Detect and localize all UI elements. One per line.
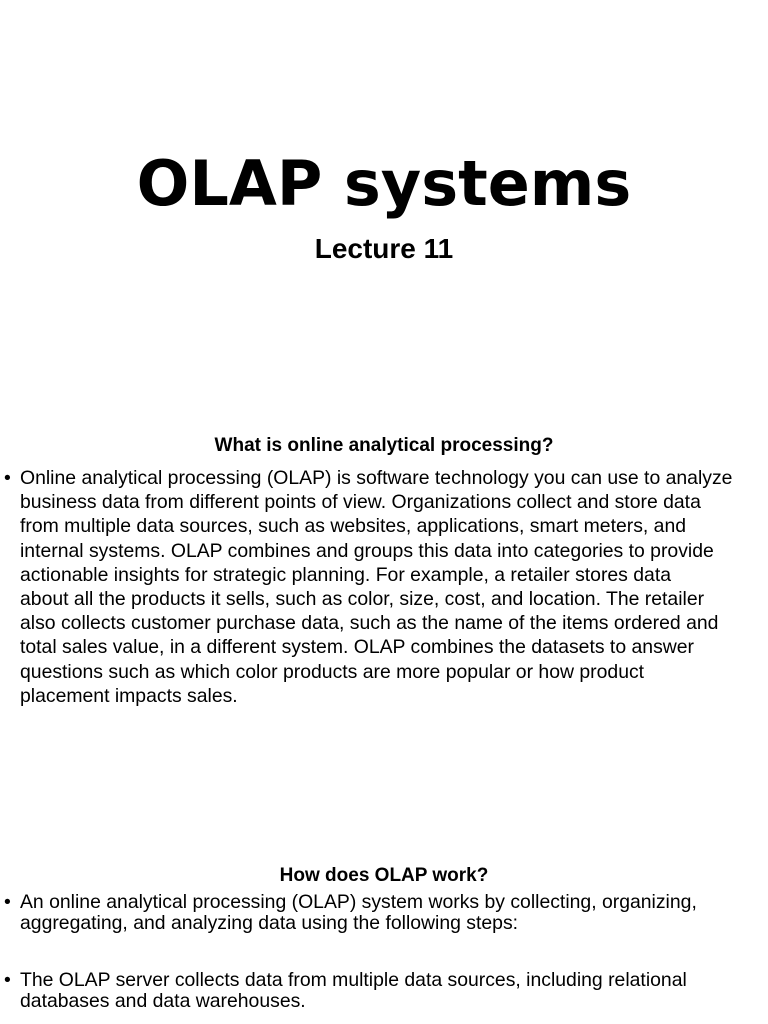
- what-is-olap-bullet-list: [0, 466, 768, 708]
- bullet-glyph: •: [4, 467, 11, 489]
- how-olap-works-bullet-list: [0, 892, 768, 1012]
- bullet-glyph: •: [4, 969, 11, 991]
- paragraph-line: Online analytical processing (OLAP) is software technology you can use to analyze: [20, 467, 733, 489]
- what-is-olap-section: [0, 432, 768, 708]
- paragraph-line: questions such as which color products are more popular or how product: [20, 660, 645, 683]
- step-line: databases and data warehouses.: [20, 990, 306, 1012]
- olap-steps-intro-bullet: [0, 892, 768, 934]
- paragraph-line: also collects customer purchase data, such as the name of the items ordered and: [20, 612, 719, 635]
- paragraph-line: from multiple data sources, such as websites, applications, smart meters, and: [20, 515, 687, 538]
- bullet-glyph: •: [4, 891, 11, 913]
- what-is-olap-heading: What is online analytical processing?: [214, 435, 554, 456]
- step-line: The OLAP server collects data from multiple data sources, including relational: [20, 969, 687, 991]
- olap-definition-bullet: [0, 466, 768, 708]
- olap-step-collect-bullet: [0, 970, 768, 1012]
- paragraph-line: placement impacts sales.: [20, 684, 238, 707]
- paragraph-line: actionable insights for strategic planning. For example, a retailer stores data: [20, 563, 672, 586]
- lecture-subtitle: Lecture 11: [314, 233, 454, 264]
- how-olap-works-section: [0, 862, 768, 1012]
- paragraph-line: internal systems. OLAP combines and groups this data into categories to provide: [20, 539, 714, 562]
- intro-line: aggregating, and analyzing data using the following steps:: [20, 912, 519, 934]
- paragraph-line: total sales value, in a different system. OLAP combines the datasets to answer: [20, 636, 695, 659]
- intro-line: An online analytical processing (OLAP) system works by collecting, organizing,: [20, 891, 697, 913]
- page-title: OLAP systems: [136, 147, 632, 220]
- paragraph-line: about all the products it sells, such as color, size, cost, and location. The retailer: [20, 588, 705, 611]
- how-olap-works-heading: How does OLAP work?: [279, 865, 489, 886]
- paragraph-line: business data from different points of view. Organizations collect and store data: [20, 491, 701, 514]
